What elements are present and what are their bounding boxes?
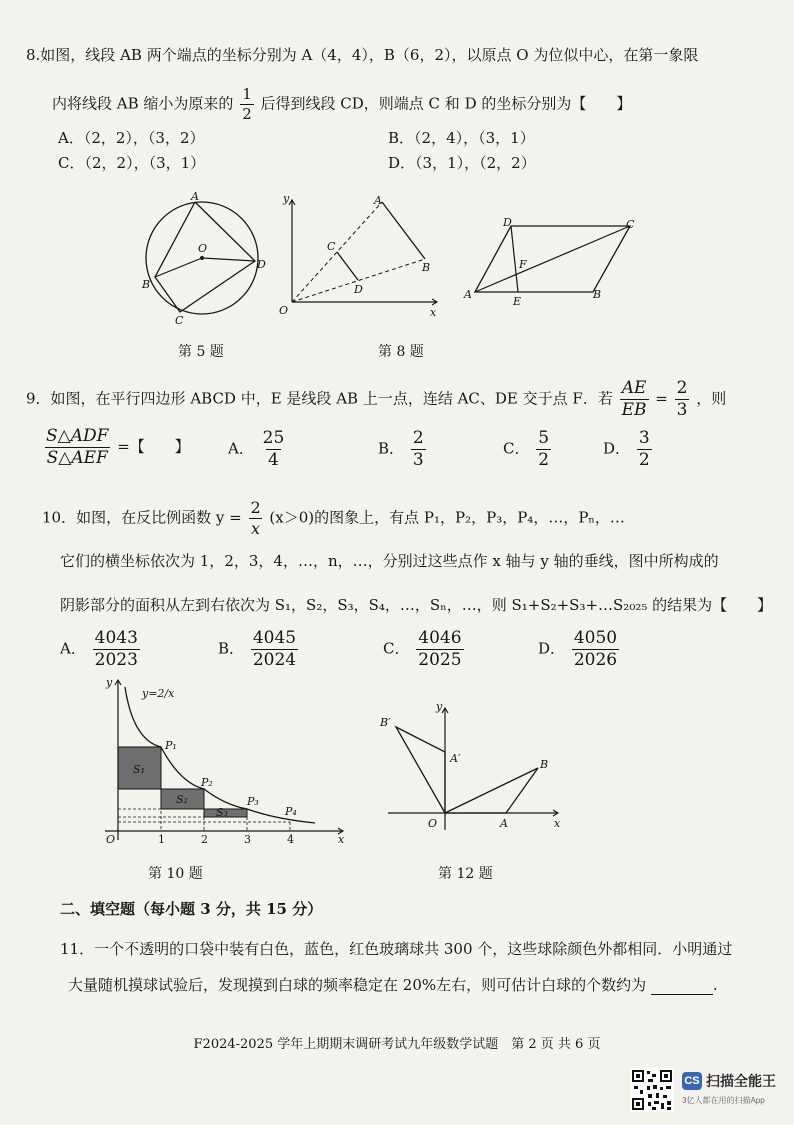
q10-option-a-den: 2023	[94, 650, 138, 670]
q12-label-b: B	[540, 758, 549, 771]
q10-option-d-label: D．	[538, 639, 566, 658]
q10-func-den: x	[251, 519, 261, 538]
caption-q12: 第 12 题	[438, 866, 493, 882]
q10-option-c-frac	[416, 630, 463, 669]
q12-triangle-oab	[445, 768, 538, 813]
q10-tick-3: 3	[244, 833, 251, 846]
q8-label-b: B	[422, 261, 431, 274]
q10-func-num: 2	[250, 498, 261, 517]
q5-circle-figure	[140, 190, 275, 330]
q10-option-b-frac	[251, 630, 298, 669]
q10-line1-pre: 10．如图，在反比例函数 y =	[42, 508, 242, 527]
q10-option-a	[60, 630, 142, 669]
q9-option-d-label: D．	[603, 439, 631, 458]
q10-option-d-frac	[572, 630, 619, 669]
q10-label-y: y	[106, 676, 113, 689]
q9-ratio-num: S△ADF	[46, 426, 109, 446]
q9-label-a: A	[464, 288, 472, 301]
q10-label-p3: P₃	[247, 795, 259, 808]
caption-q10: 第 10 题	[148, 866, 203, 882]
q10-label-s1: S₁	[133, 763, 145, 776]
q12-label-o: O	[428, 817, 438, 830]
q9-option-d-frac	[637, 430, 652, 469]
q8-line2-post: 后得到线段 CD，则端点 C 和 D 的坐标分别为【 】	[260, 94, 632, 113]
q8-segment-ab	[382, 202, 425, 259]
q5-segment-od	[202, 258, 255, 261]
q9-option-c-frac	[536, 430, 551, 469]
qr-code-icon	[630, 1068, 674, 1112]
q11-line2-text: 大量随机摸球试验后，发现摸到白球的频率稳定在 20%左右，则可估计白球的个数约为	[68, 976, 647, 994]
q9-parallelogram-figure	[455, 210, 645, 310]
q9-option-b-frac	[411, 430, 426, 469]
q10-option-c-label: C．	[383, 639, 410, 658]
q8-label-x: x	[430, 306, 437, 319]
q9-option-c-label: C．	[503, 439, 530, 458]
q9-cond-num: AE	[621, 378, 647, 398]
q8-label-d: D	[354, 283, 363, 296]
q9-stem-pre: 9．如图，在平行四边形 ABCD 中，E 是线段 AB 上一点，连结 AC、DE 交于点 F．若	[26, 389, 613, 408]
q9-bracket: =【 】	[117, 437, 190, 456]
q9-label-e: E	[513, 295, 522, 308]
q10-line1	[42, 500, 625, 537]
q9-ratio-den: S△AEF	[46, 448, 108, 468]
q11-line2	[68, 975, 718, 995]
q10-label-x: x	[338, 833, 345, 846]
q9-condition-value	[675, 380, 690, 419]
q9-option-d-num: 3	[638, 428, 650, 448]
q10-option-b-num: 4045	[252, 628, 297, 648]
q9-option-a	[228, 430, 288, 469]
q9-cond-den: EB	[621, 400, 647, 420]
q9-area-ratio	[44, 428, 110, 467]
q10-option-a-label: A．	[60, 639, 86, 658]
q12-label-x: x	[554, 817, 561, 830]
q10-function-frac	[248, 500, 262, 537]
q10-tick-2: 2	[201, 833, 208, 846]
q10-option-a-frac	[93, 630, 140, 669]
q5-segment-ob	[155, 258, 202, 277]
q10-option-c-den: 2025	[418, 650, 462, 670]
section2-title: 二、填空题（每小题 3 分，共 15 分）	[60, 900, 323, 918]
q8-label-a: A	[374, 194, 382, 207]
q10-line3: 阴影部分的面积从左到右依次为 S₁，S₂，S₃，S₄，…，Sₙ，…，则 S₁+S₂+S₃+…S₂₀₂₅ 的结果为【 】	[60, 596, 773, 614]
q8-line2-pre: 内将线段 AB 缩小为原来的	[52, 94, 234, 113]
q9-option-d	[603, 430, 654, 469]
q10-option-d-num: 4050	[573, 628, 618, 648]
q5-label-b: B	[142, 278, 151, 291]
page-footer: F2024-2025 学年上期期末调研考试九年级数学试题 第 2 页 共 6 页	[193, 1037, 601, 1052]
q8-option-a: A．（2，2），（3，2）	[58, 129, 205, 147]
q10-label-p4: P₄	[285, 805, 297, 818]
q10-line1-post: (x＞0)的图象上，有点 P₁，P₂，P₃，P₄，…，Pₙ，…	[269, 508, 625, 527]
q11-end: .	[712, 976, 718, 994]
q5-label-d: D	[257, 258, 266, 271]
q9-option-a-label: A．	[228, 439, 254, 458]
q9-option-b-num: 2	[412, 428, 424, 448]
q9-option-a-den: 4	[268, 450, 279, 470]
q9-label-f: F	[519, 258, 527, 271]
q9-cond-val-den: 3	[676, 400, 688, 420]
q10-rect-1	[118, 789, 161, 831]
q9-option-a-num: 25	[262, 428, 285, 448]
q10-option-b-label: B．	[218, 639, 245, 658]
q9-stem-post: ，则	[696, 389, 727, 408]
q11-answer-blank[interactable]	[651, 980, 713, 995]
cs-logo-icon: CS	[682, 1072, 702, 1090]
q9-option-d-den: 2	[638, 450, 650, 470]
q9-option-a-frac	[261, 430, 287, 469]
q5-label-c: C	[175, 314, 184, 327]
scanner-app-tagline: 3亿人都在用的扫描App	[682, 1096, 765, 1105]
q10-option-c	[383, 630, 466, 669]
q10-label-s2: S₂	[176, 793, 188, 806]
q9-label-d: D	[503, 216, 512, 229]
q10-label-p2: P₂	[201, 776, 213, 789]
q8-fraction	[240, 87, 254, 122]
q12-label-y: y	[436, 700, 443, 713]
q10-tick-1: 1	[158, 833, 165, 846]
q9-stem: 9．如图，在平行四边形 ABCD 中，E 是线段 AB 上一点，连结 AC、DE 交于点 F．若 $\frac{AE}{EB}$ = $\frac{2}{3}$ ，则	[26, 378, 727, 420]
q9-ratio-line	[42, 428, 190, 467]
q8-option-c: C．（2，2），（3，1）	[58, 154, 206, 172]
q9-option-b-den: 3	[412, 450, 424, 470]
q12-label-a-prime: A′	[450, 752, 461, 765]
q10-tick-4: 4	[287, 833, 294, 846]
q8-label-y: y	[283, 192, 290, 205]
q8-segment-cd	[337, 252, 358, 280]
q9-label-c: C	[626, 218, 635, 231]
q8-option-b: B．（2，4），（3，1）	[388, 129, 535, 147]
scanner-app-name: 扫描全能王	[706, 1073, 776, 1089]
q8-option-d: D．（3，1），（2，2）	[388, 154, 536, 172]
q8-line1: 8.如图，线段 AB 两个端点的坐标分别为 A（4，4），B（6，2），以原点 O 为位似中心，在第一象限	[26, 46, 699, 64]
q10-option-d	[538, 630, 621, 669]
scanner-watermark	[630, 1068, 790, 1114]
q10-option-b-den: 2024	[252, 650, 297, 670]
q10-option-c-num: 4046	[418, 628, 462, 648]
q8-fraction-num: 1	[242, 85, 252, 103]
q10-line2: 它们的横坐标依次为 1，2，3，4，…，n，…，分别过这些点作 x 轴与 y 轴的垂线，图中所构成的	[60, 552, 719, 570]
caption-q5: 第 5 题	[178, 344, 224, 360]
q10-option-b	[218, 630, 300, 669]
q12-label-a: A	[500, 817, 508, 830]
q9-cond-val-num: 2	[676, 378, 688, 398]
q9-segment-de	[511, 226, 518, 292]
q10-label-o: O	[106, 833, 116, 846]
q5-center-dot	[200, 256, 204, 260]
q5-quadrilateral	[155, 202, 255, 312]
q8-label-c: C	[327, 240, 336, 253]
q12-label-b-prime: B′	[380, 716, 391, 729]
caption-q8: 第 8 题	[378, 344, 424, 360]
q9-label-b: B	[593, 288, 602, 301]
q8-label-o: O	[279, 304, 289, 317]
q10-label-func: y=2/x	[142, 687, 175, 700]
q9-condition-fraction	[620, 380, 649, 419]
q9-option-b-label: B．	[378, 439, 405, 458]
q9-option-c-den: 2	[538, 450, 550, 470]
q9-option-c	[503, 430, 553, 469]
q8-coordinate-figure	[275, 190, 445, 325]
q10-option-d-den: 2026	[573, 650, 618, 670]
q10-label-p1: P₁	[165, 739, 177, 752]
q9-option-c-num: 5	[538, 428, 550, 448]
q12-rotation-figure	[378, 700, 568, 835]
q8-fraction-den: 2	[242, 105, 252, 123]
q9-option-b	[378, 430, 428, 469]
q10-hyperbola-figure	[95, 675, 355, 855]
q9-diagonal-ac	[475, 226, 630, 292]
q11-line1: 11．一个不透明的口袋中装有白色，蓝色，红色玻璃球共 300 个，这些球除颜色外都相同．小明通过	[60, 940, 733, 958]
q12-triangle-oa2b2	[396, 727, 445, 813]
q8-line2	[52, 87, 631, 122]
q10-option-a-num: 4043	[94, 628, 138, 648]
q5-label-o: O	[198, 242, 208, 255]
q10-label-s3: S₃	[216, 806, 228, 819]
q5-label-a: A	[191, 190, 199, 203]
